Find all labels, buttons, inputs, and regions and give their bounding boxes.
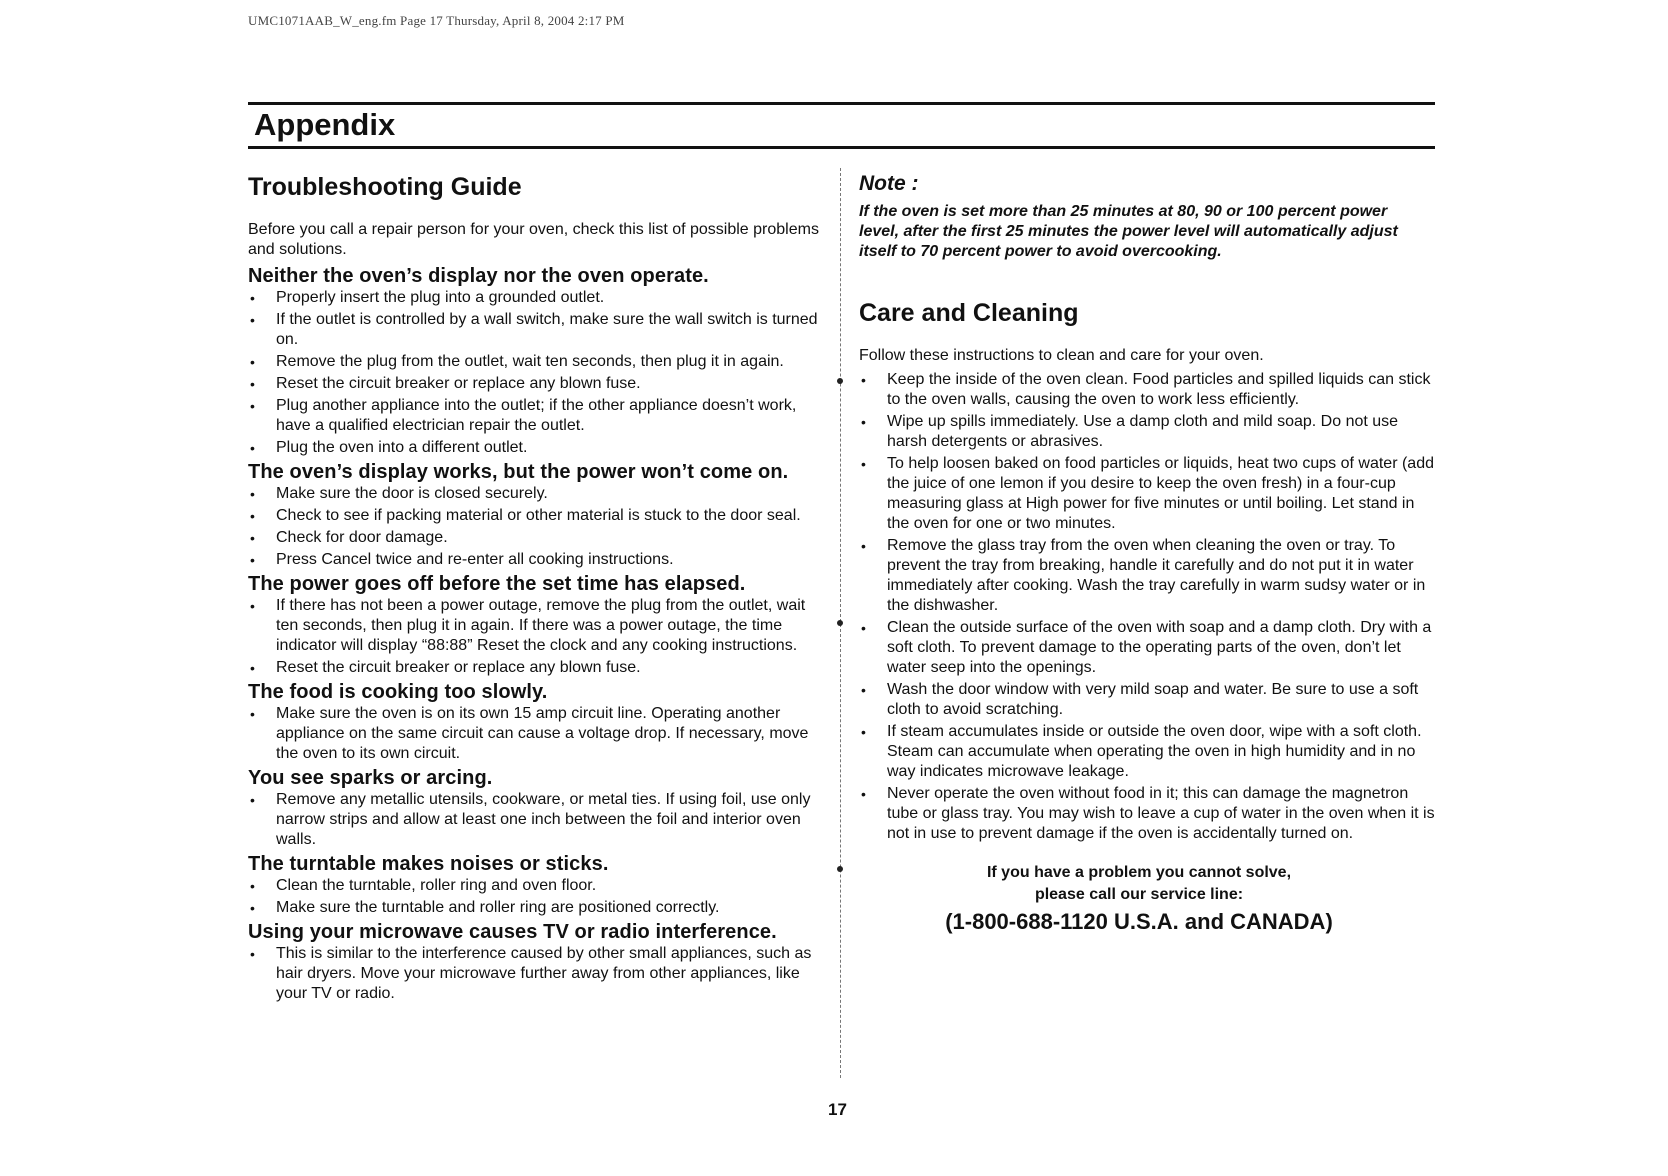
care-intro: Follow these instructions to clean and care for your oven. [859, 347, 1264, 364]
problem-title: The power goes off before the set time has elapsed. [248, 573, 746, 595]
solution-item: • Plug another appliance into the outlet; if the other appliance doesn’t work, have a qualified electrician repair the outlet. [248, 396, 824, 436]
troubleshooting-section [248, 168, 824, 1006]
solution-item: • Remove the plug from the outlet, wait ten seconds, then plug it in again. [248, 352, 824, 372]
binder-hole-mark [837, 378, 843, 384]
solution-item: • Reset the circuit breaker or replace any blown fuse. [248, 374, 824, 394]
solution-item: • Make sure the door is closed securely. [248, 484, 824, 504]
problem-title: You see sparks or arcing. [248, 767, 493, 789]
solution-item: • Check for door damage. [248, 528, 824, 548]
title-rule-bottom [248, 146, 1435, 149]
care-item: • Keep the inside of the oven clean. Food particles and spilled liquids can stick to the oven walls, causing the oven to work less efficiently. [859, 370, 1435, 410]
service-line-2: please call our service line: [1034, 886, 1244, 903]
solution-list [248, 704, 824, 764]
solution-item: • Check to see if packing material or other material is stuck to the door seal. [248, 506, 824, 526]
solution-list [248, 876, 824, 918]
solution-item: • Remove any metallic utensils, cookware, or metal ties. If using foil, use only narrow strips and allow at least one inch between the foil and interior oven walls. [248, 790, 824, 850]
troubleshooting-intro: Before you call a repair person for your oven, check this list of possible problems and solutions. [248, 221, 819, 258]
care-item: • To help loosen baked on food particles or liquids, heat two cups of water (add the juice of one lemon if you desire to keep the oven fresh) in a four-cup measuring glass at High power for five minutes or until boiling. Let stand in the oven for one or two minutes. [859, 454, 1435, 534]
solution-item: • If there has not been a power outage, remove the plug from the outlet, wait ten seconds, then plug it in again. If there was a power outage, the time indicator will display “88:88” Reset the clock and any cooking instructions. [248, 596, 824, 656]
problem-title: The food is cooking too slowly. [248, 681, 548, 703]
care-heading: Care and Cleaning [859, 299, 1079, 327]
solution-list [248, 288, 824, 458]
service-line-1: If you have a problem you cannot solve, [986, 864, 1292, 881]
solution-item: • This is similar to the interference caused by other small appliances, such as hair dryers. Move your microwave further away from other appliances, like your TV or radio. [248, 944, 824, 1004]
care-item: • Wipe up spills immediately. Use a damp cloth and mild soap. Do not use harsh detergents or abrasives. [859, 412, 1435, 452]
solution-item: • Clean the turntable, roller ring and oven floor. [248, 876, 824, 896]
solution-item: • If the outlet is controlled by a wall switch, make sure the wall switch is turned on. [248, 310, 824, 350]
care-item: • Remove the glass tray from the oven when cleaning the oven or tray. To prevent the tray from breaking, handle it carefully and do not put it in water immediately after cooking. Wash the tray carefully in warm sudsy water or in the dishwasher. [859, 536, 1435, 616]
problem-title: Neither the oven’s display nor the oven operate. [248, 265, 709, 287]
title-rule-top [248, 102, 1435, 105]
solution-list [248, 944, 824, 1004]
solution-item: • Press Cancel twice and re-enter all cooking instructions. [248, 550, 824, 570]
service-contact [859, 862, 1419, 936]
care-item: • Never operate the oven without food in it; this can damage the magnetron tube or glass tray. You may wish to leave a cup of water in the oven when it is not in use to prevent damage if the oven is accidentally turned on. [859, 784, 1435, 844]
care-item: • Clean the outside surface of the oven with soap and a damp cloth. Dry with a soft cloth. To prevent damage to the operating parts of the oven, don’t let water seep into the openings. [859, 618, 1435, 678]
care-list [859, 370, 1435, 844]
solution-item: • Plug the oven into a different outlet. [248, 438, 824, 458]
problem-title: The oven’s display works, but the power won’t come on. [248, 461, 789, 483]
page-number: 17 [828, 1100, 847, 1119]
troubleshooting-heading: Troubleshooting Guide [248, 173, 522, 201]
care-item: • Wash the door window with very mild soap and water. Be sure to use a soft cloth to avoid scratching. [859, 680, 1435, 720]
running-header: UMC1071AAB_W_eng.fm Page 17 Thursday, April 8, 2004 2:17 PM [248, 13, 625, 28]
solution-item: • Make sure the oven is on its own 15 amp circuit line. Operating another appliance on the same circuit can cause a voltage drop. If necessary, move the oven to its own circuit. [248, 704, 824, 764]
binder-hole-mark [837, 866, 843, 872]
solution-list [248, 596, 824, 678]
solution-list [248, 790, 824, 850]
right-column [859, 168, 1435, 936]
care-item: • If steam accumulates inside or outside the oven door, wipe with a soft cloth. Steam can accumulate when operating the oven in high humidity and in no way indicates microwave leakage. [859, 722, 1435, 782]
problem-title: Using your microwave causes TV or radio interference. [248, 921, 777, 943]
solution-item: • Make sure the turntable and roller ring are positioned correctly. [248, 898, 824, 918]
solution-item: • Properly insert the plug into a grounded outlet. [248, 288, 824, 308]
page-title: Appendix [254, 107, 396, 142]
note-text: If the oven is set more than 25 minutes at 80, 90 or 100 percent power level, after the first 25 minutes the power level will automatically adjust itself to 70 percent power to avoid overcooking. [859, 203, 1398, 260]
service-phone: (1-800-688-1120 U.S.A. and CANADA) [945, 909, 1333, 934]
problem-title: The turntable makes noises or sticks. [248, 853, 609, 875]
note-label: Note : [859, 172, 919, 195]
binder-hole-mark [837, 620, 843, 626]
solution-list [248, 484, 824, 570]
solution-item: • Reset the circuit breaker or replace any blown fuse. [248, 658, 824, 678]
